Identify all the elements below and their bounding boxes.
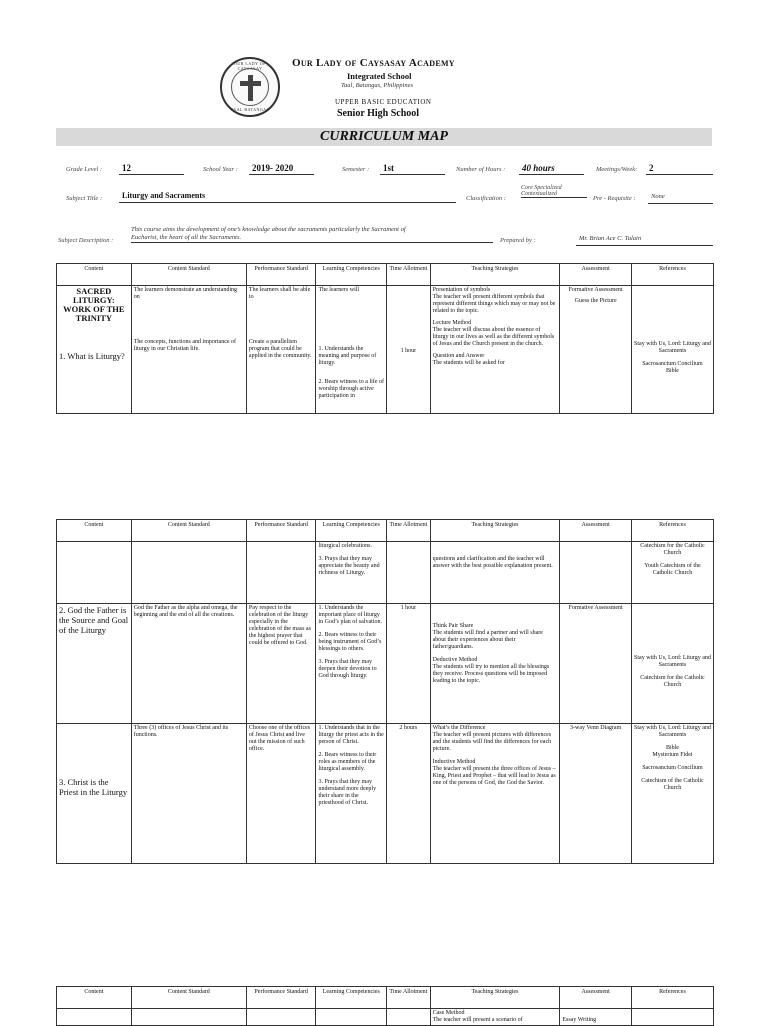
competency-item: 3. Prays that they may appreciate the beauty and richness of Liturgy. xyxy=(318,556,380,576)
competency-item: 3. Prays that they may deepen their devotion to God through liturgy. xyxy=(318,659,377,679)
table-row xyxy=(57,604,714,724)
time-cell xyxy=(387,604,431,724)
subject-description-field xyxy=(131,226,493,243)
school-seal xyxy=(220,57,280,117)
header-references: References xyxy=(631,264,713,286)
strategy-body: The students will be asked for xyxy=(432,360,505,366)
table-row xyxy=(57,724,714,864)
table-header-row xyxy=(57,520,714,542)
reference-item: Stay with Us, Lord: Liturgy and Sacraments xyxy=(634,725,711,738)
strategy-title: Inductive Method xyxy=(432,759,476,765)
classification-label: Classification : xyxy=(466,195,506,202)
time-cell xyxy=(387,1009,431,1026)
reference-item: Bible xyxy=(665,368,679,374)
header-time-allotment: Time Allotment xyxy=(387,264,431,286)
strategy-body: The teacher will present a scenario of xyxy=(432,1017,523,1023)
prerequisite-field: None xyxy=(648,191,713,204)
competency-item: 2. Bears witness to their roles as members of the liturgical assembly. xyxy=(318,752,377,772)
assessment-type: Formative Assessment xyxy=(568,287,623,293)
content-standard-cell xyxy=(131,286,246,414)
header-learning-competencies: Learning Competencies xyxy=(316,987,387,1009)
references-cell xyxy=(631,724,713,864)
content-cell xyxy=(57,1009,132,1026)
competency-item: 1. Understands that in the liturgy the priest acts in the person of Christ. xyxy=(318,725,384,745)
time-cell xyxy=(387,724,431,864)
header-assessment: Assessment xyxy=(560,520,632,542)
assessment-cell xyxy=(560,542,632,604)
competency-item: 2. Bears witness to their being instrument of God’s blessings to others. xyxy=(318,632,382,652)
header-references: References xyxy=(631,520,713,542)
content-cell xyxy=(57,724,132,864)
content-standard-cell xyxy=(131,604,246,724)
reference-item: Catechism for the Catholic Church xyxy=(640,675,705,688)
seal-cross-icon xyxy=(248,75,253,101)
header-content: Content xyxy=(57,520,132,542)
school-year-label: School Year : xyxy=(203,166,238,173)
reference-item: Bible xyxy=(665,745,679,751)
references-cell xyxy=(631,604,713,724)
reference-item: Catechism of the Catholic Church xyxy=(641,778,704,791)
performance-standard-intro: The learners shall be able to xyxy=(248,287,311,300)
classification-line-2: Contextualized xyxy=(521,191,557,197)
document-title: CURRICULUM MAP xyxy=(56,128,712,146)
strategies-cell xyxy=(430,1009,560,1026)
header-assessment: Assessment xyxy=(560,987,632,1009)
header-content-standard: Content Standard xyxy=(131,520,246,542)
competency-item: 1. Understands the important place of liturgy in God’s plan of salvation. xyxy=(318,605,382,625)
assessment-activity: 3-way Venn Diagram xyxy=(570,725,622,731)
content-standard-cell xyxy=(131,1009,246,1026)
header-teaching-strategies: Teaching Strategies xyxy=(430,987,560,1009)
meetings-field: 2 xyxy=(646,162,713,175)
semester-field: 1st xyxy=(380,162,445,175)
content-cell xyxy=(57,286,132,414)
time-value: 2 hours xyxy=(399,725,418,731)
performance-standard-cell xyxy=(246,286,316,414)
strategy-body: The students will try to mention all the blessings they receive. Process questions will be imposed leading to the topic. xyxy=(432,664,550,684)
topic-title: 3. Christ is the Priest in the Liturgy xyxy=(59,777,128,797)
assessment-type: Formative Assessment xyxy=(568,605,623,611)
strategies-cell xyxy=(430,542,560,604)
table-header-row xyxy=(57,987,714,1009)
header-performance-standard: Performance Standard xyxy=(246,520,316,542)
strategy-body: The teacher will present pictures with differences and the students will find the differences for each picture. xyxy=(432,732,552,752)
header-performance-standard: Performance Standard xyxy=(246,987,316,1009)
header-content-standard: Content Standard xyxy=(131,987,246,1009)
seal-text-bottom: TAAL BATANGAS xyxy=(230,107,270,112)
assessment-cell xyxy=(560,1009,632,1026)
reference-item: Stay with Us, Lord: Liturgy and Sacraments xyxy=(634,341,711,354)
prerequisite-label: Pre - Requisite : xyxy=(593,195,636,202)
strategy-title: Lecture Method xyxy=(432,320,472,326)
strategy-body: The teacher will present the three offices of Jesus – King, Priest and Prophet – that will lead to Jesus as one of the persons of God, the God the Savior. xyxy=(432,766,556,786)
strategy-title: Question and Answer xyxy=(432,353,485,359)
subject-description-line-1: This course aims the development of one’s knowledge about the sacraments particularly the Sacrament of xyxy=(131,226,406,233)
table-row xyxy=(57,1009,714,1026)
time-cell xyxy=(387,542,431,604)
seal-text-top: OUR LADY OF CAYSASAY xyxy=(233,61,267,71)
table-row xyxy=(57,286,714,414)
classification-line-1: Core Specialized xyxy=(521,185,562,191)
subject-description-label: Subject Description : xyxy=(58,237,114,244)
assessment-cell xyxy=(560,286,632,414)
unit-title: SACRED LITURGY: WORK OF THE TRINITY xyxy=(63,286,125,323)
strategy-body: The teacher will discuss about the essence of liturgy in our lives as well as the different symbols of Jesus and the Church present in the church. xyxy=(432,327,555,347)
hours-label: Number of Hours : xyxy=(456,166,506,173)
content-standard-cell xyxy=(131,724,246,864)
time-value: 1 hour xyxy=(400,605,417,611)
topic-title: 1. What is Liturgy? xyxy=(59,351,125,361)
strategy-title: Think Pair Share xyxy=(432,623,474,629)
reference-item: Mysterium Fidei xyxy=(652,752,693,758)
prepared-by-label: Prepared by : xyxy=(500,237,536,244)
strategy-title: What’s the Difference xyxy=(432,725,486,731)
header-learning-competencies: Learning Competencies xyxy=(316,520,387,542)
table-header-row xyxy=(57,264,714,286)
curriculum-table-1 xyxy=(56,263,714,414)
competencies-cell xyxy=(316,286,387,414)
performance-standard-text: Create a parallelism program that could be applied in the community. xyxy=(248,339,312,359)
school-name: Our Lady of Caysasay Academy xyxy=(292,57,455,69)
competencies-cell xyxy=(316,1009,387,1026)
competencies-cell xyxy=(316,604,387,724)
time-cell xyxy=(387,286,431,414)
references-cell xyxy=(631,1009,713,1026)
header-content-standard: Content Standard xyxy=(131,264,246,286)
strategy-body: The teacher will present different symbols that represent different things which may or may not be related to the topic. xyxy=(432,294,556,314)
meetings-label: Meetings/Week: xyxy=(596,166,638,173)
time-value: 1 hour xyxy=(400,348,417,354)
content-standard-text: God the Father as the alpha and omega, the beginning and the end of all the creations. xyxy=(133,605,238,618)
hours-field: 40 hours xyxy=(519,162,584,175)
table-row xyxy=(57,542,714,604)
performance-standard-cell xyxy=(246,542,316,604)
grade-level-field: 12 xyxy=(119,162,184,175)
strategies-cell xyxy=(430,604,560,724)
content-standard-intro: The learners demonstrate an understanding on xyxy=(133,287,238,300)
competency-intro: The learners will xyxy=(318,287,360,293)
header-references: References xyxy=(631,987,713,1009)
header-performance-standard: Performance Standard xyxy=(246,264,316,286)
reference-item: Catechism for the Catholic Church xyxy=(640,543,705,556)
assessment-cell xyxy=(560,604,632,724)
reference-item: Sacrosanctum Concilium xyxy=(642,361,703,367)
header-content: Content xyxy=(57,264,132,286)
reference-item: Youth Catechism of the Catholic Church xyxy=(644,563,701,576)
semester-label: Semester : xyxy=(342,166,370,173)
performance-standard-cell xyxy=(246,724,316,864)
performance-standard-text: Choose one of the offices of Jesus Christ and live out the mission of such office. xyxy=(248,725,311,752)
classification-field xyxy=(521,185,587,198)
content-cell xyxy=(57,604,132,724)
content-standard-text: Three (3) offices of Jesus Christ and its functions. xyxy=(133,725,229,738)
content-standard-text: The concepts, functions and importance of liturgy in our Christian life. xyxy=(133,339,237,352)
subject-title-field: Liturgy and Sacraments xyxy=(119,190,456,203)
strategy-title: Presentation of symbols xyxy=(432,287,491,293)
competency-item: liturgical celebrations. xyxy=(318,543,372,549)
header-learning-competencies: Learning Competencies xyxy=(316,264,387,286)
content-standard-cell xyxy=(131,542,246,604)
references-cell xyxy=(631,286,713,414)
subject-title-label: Subject Title : xyxy=(66,195,103,202)
reference-item: Sacrosanctum Concilium xyxy=(642,765,703,771)
school-type: Integrated School xyxy=(347,71,412,81)
performance-standard-cell xyxy=(246,1009,316,1026)
reference-item: Stay with Us, Lord: Liturgy and Sacraments xyxy=(634,655,711,668)
prepared-by-field: Mr. Brian Ace C. Talain xyxy=(576,233,713,246)
performance-standard-text: Pay respect to the celebration of the liturgy especially in the celebration of the mass as the highest prayer that could be offered to God. xyxy=(248,605,311,646)
assessment-activity: Guess the Picture xyxy=(574,298,617,304)
header-time-allotment: Time Allotment xyxy=(387,520,431,542)
subject-description-line-2: Eucharist, the heart of all the Sacraments. xyxy=(131,234,242,241)
strategy-body: The students will find a partner and will share about their experiences about their father/guardians. xyxy=(432,630,543,650)
assessment-activity: Essay Writing xyxy=(562,1017,597,1023)
assessment-cell xyxy=(560,724,632,864)
competency-item: 1. Understands the meaning and purpose of liturgy. xyxy=(318,346,377,366)
school-level: Senior High School xyxy=(337,108,420,119)
competencies-cell xyxy=(316,542,387,604)
performance-standard-cell xyxy=(246,604,316,724)
competencies-cell xyxy=(316,724,387,864)
topic-title: 2. God the Father is the Source and Goal of the Liturgy xyxy=(59,605,129,635)
strategies-cell xyxy=(430,724,560,864)
references-cell xyxy=(631,542,713,604)
competency-item: 3. Prays that they may understand more deeply their share in the priesthood of Christ. xyxy=(318,779,377,806)
curriculum-table-3 xyxy=(56,986,714,1026)
school-location: Taal, Batangas, Philippines xyxy=(341,82,413,89)
curriculum-table-2 xyxy=(56,519,714,864)
grade-level-label: Grade Level : xyxy=(66,166,103,173)
strategies-cell xyxy=(430,286,560,414)
strategy-body: questions and clarification and the teacher will answer with the best possible explanation present. xyxy=(432,556,553,569)
strategy-title: Case Method xyxy=(432,1010,465,1016)
header-teaching-strategies: Teaching Strategies xyxy=(430,264,560,286)
header-assessment: Assessment xyxy=(560,264,632,286)
strategy-title: Deductive Method xyxy=(432,657,478,663)
competency-item: 2. Bears witness to a life of worship through active participation in xyxy=(318,379,384,399)
content-cell xyxy=(57,542,132,604)
school-year-field: 2019- 2020 xyxy=(249,162,314,175)
seal-cross-bar xyxy=(240,81,261,86)
header-content: Content xyxy=(57,987,132,1009)
department: UPPER BASIC EDUCATION xyxy=(335,98,432,106)
header-time-allotment: Time Allotment xyxy=(387,987,431,1009)
header-teaching-strategies: Teaching Strategies xyxy=(430,520,560,542)
